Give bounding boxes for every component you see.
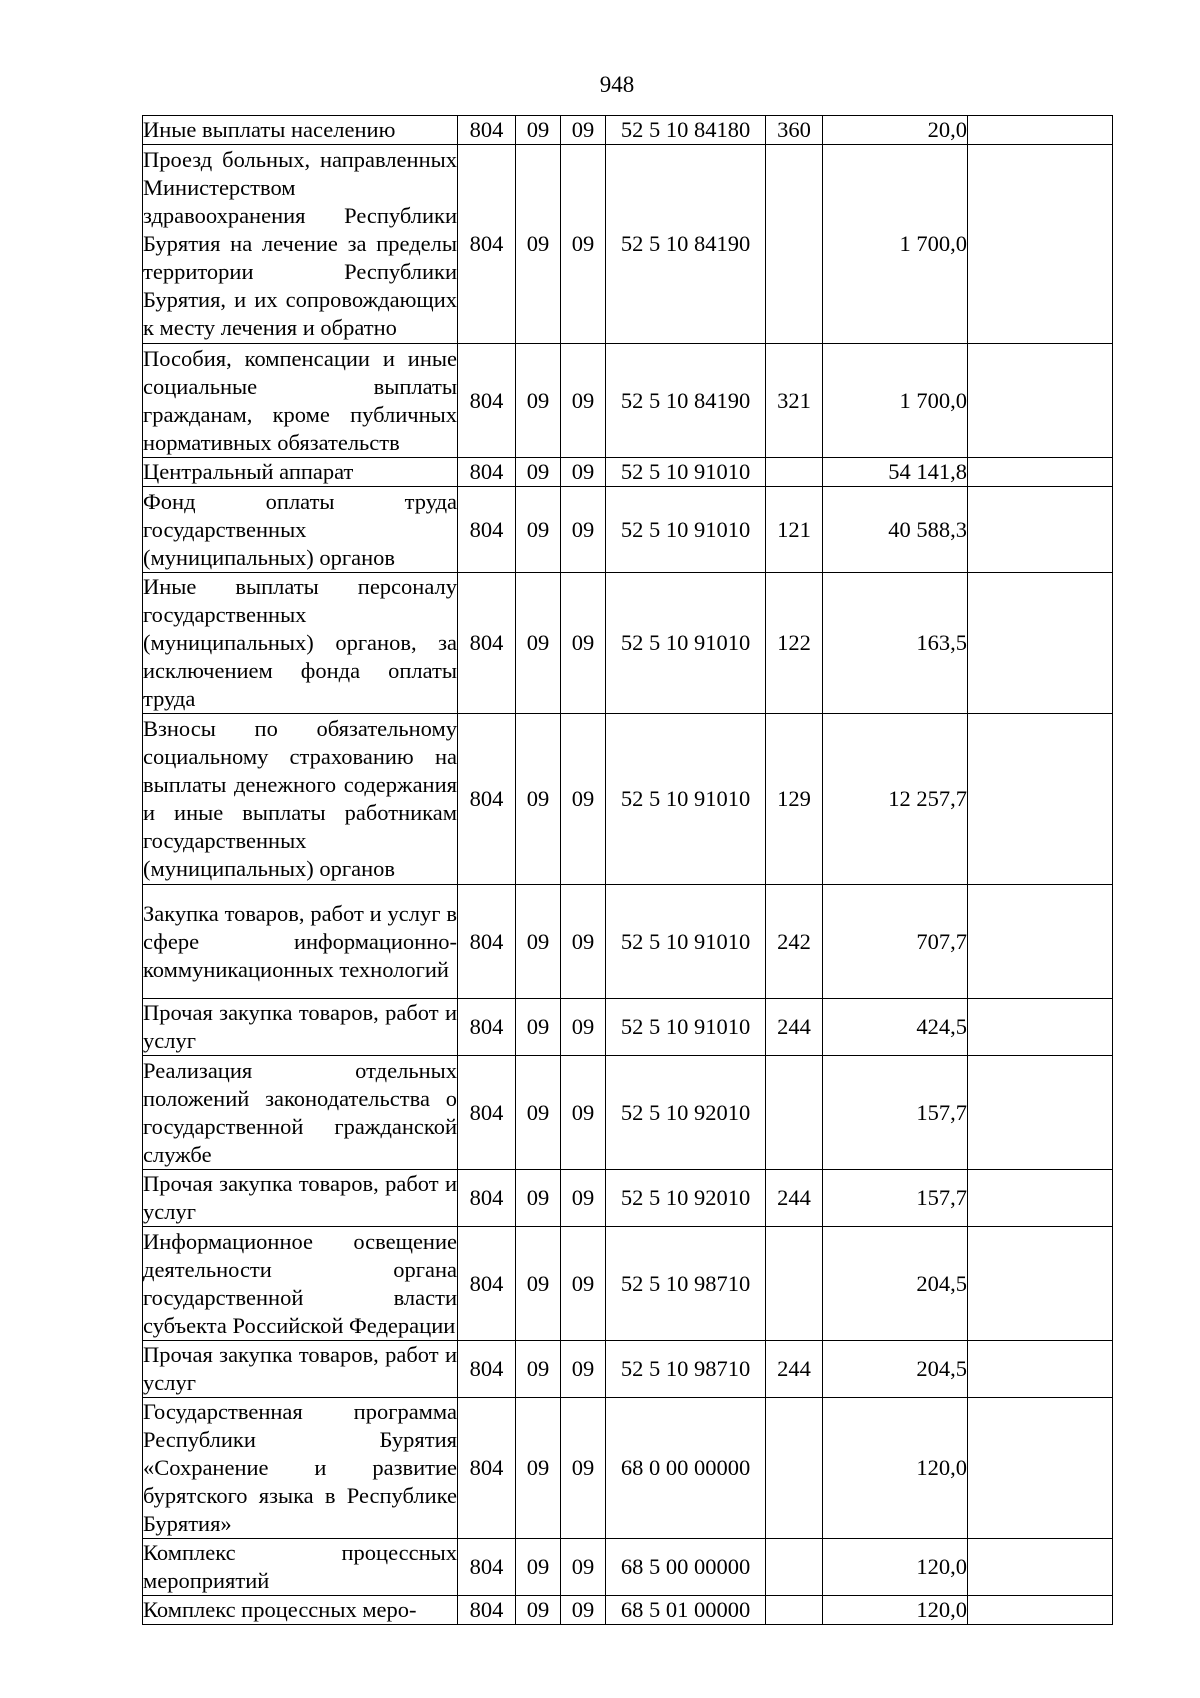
row-pr: 09 [561, 1596, 606, 1625]
row-sum: 424,5 [823, 999, 968, 1056]
row-sum: 204,5 [823, 1341, 968, 1398]
row-name [143, 885, 458, 999]
row-csr: 52 5 10 98710 [606, 1227, 766, 1341]
row-csr: 52 5 10 91010 [606, 458, 766, 487]
row-rz: 09 [516, 1227, 561, 1341]
row-sum: 54 141,8 [823, 458, 968, 487]
row-ved: 804 [458, 999, 516, 1056]
row-name [143, 1056, 458, 1170]
row-name-text: Прочая закупка товаров, работ и услуг [143, 1342, 457, 1395]
row-vr [766, 1398, 823, 1539]
row-rz: 09 [516, 1341, 561, 1398]
row-name-text: Пособия, компенсации и иные социальные выплаты гражданам, кроме публичных нормативных обязательств [143, 345, 457, 455]
row-rz: 09 [516, 885, 561, 999]
row-name-text: Иные выплаты населению [143, 117, 396, 142]
table-row [143, 714, 1113, 885]
row-name-text: Информационное освещение деятельности органа государственной власти субъекта Российской Федерации [143, 1228, 457, 1338]
table-row [143, 573, 1113, 714]
row-extra [968, 573, 1113, 714]
table-row [143, 1596, 1113, 1625]
row-vr: 244 [766, 1341, 823, 1398]
row-name-text: Государственная программа Республики Бурятия «Сохранение и развитие бурятского языка в Республике Бурятия» [143, 1399, 457, 1536]
row-sum: 40 588,3 [823, 487, 968, 573]
row-vr: 122 [766, 573, 823, 714]
row-name [143, 1398, 458, 1539]
table-row [143, 1398, 1113, 1539]
row-csr: 52 5 10 92010 [606, 1170, 766, 1227]
row-vr: 244 [766, 999, 823, 1056]
row-pr: 09 [561, 1341, 606, 1398]
row-rz: 09 [516, 1170, 561, 1227]
row-ved: 804 [458, 1170, 516, 1227]
table-row [143, 145, 1113, 344]
row-pr: 09 [561, 573, 606, 714]
row-extra [968, 1539, 1113, 1596]
row-name [143, 116, 458, 145]
row-name-text: Проезд больных, направленных Министерством здравоохранения Республики Бурятия на лечение за пределы территории Республики Бурятия, и их сопровождающих к месту лечения и обратно [143, 147, 457, 340]
row-extra [968, 1398, 1113, 1539]
row-vr [766, 1596, 823, 1625]
row-ved: 804 [458, 1056, 516, 1170]
row-vr [766, 458, 823, 487]
row-csr: 68 0 00 00000 [606, 1398, 766, 1539]
row-csr: 52 5 10 84190 [606, 344, 766, 458]
row-vr: 321 [766, 344, 823, 458]
row-rz: 09 [516, 1056, 561, 1170]
row-extra [968, 458, 1113, 487]
table-row [143, 1170, 1113, 1227]
row-rz: 09 [516, 116, 561, 145]
row-vr [766, 1056, 823, 1170]
row-sum: 120,0 [823, 1539, 968, 1596]
row-rz: 09 [516, 458, 561, 487]
row-rz: 09 [516, 1398, 561, 1539]
row-extra [968, 1170, 1113, 1227]
row-pr: 09 [561, 714, 606, 885]
row-pr: 09 [561, 344, 606, 458]
row-ved: 804 [458, 1227, 516, 1341]
row-extra [968, 1596, 1113, 1625]
row-ved: 804 [458, 458, 516, 487]
row-name [143, 1596, 458, 1625]
row-pr: 09 [561, 1539, 606, 1596]
row-ved: 804 [458, 714, 516, 885]
row-vr [766, 1227, 823, 1341]
row-csr: 52 5 10 84180 [606, 116, 766, 145]
row-name-text: Прочая закупка товаров, работ и услуг [143, 1171, 457, 1224]
row-vr [766, 145, 823, 344]
table-row [143, 1539, 1113, 1596]
row-sum: 157,7 [823, 1056, 968, 1170]
row-name-text: Комплекс процессных мероприятий [143, 1540, 457, 1593]
row-name [143, 487, 458, 573]
row-sum: 120,0 [823, 1596, 968, 1625]
row-name [143, 344, 458, 458]
row-pr: 09 [561, 458, 606, 487]
row-sum: 1 700,0 [823, 344, 968, 458]
row-csr: 52 5 10 91010 [606, 999, 766, 1056]
table-row [143, 885, 1113, 999]
row-ved: 804 [458, 1398, 516, 1539]
row-extra [968, 714, 1113, 885]
row-csr: 52 5 10 84190 [606, 145, 766, 344]
row-extra [968, 487, 1113, 573]
row-ved: 804 [458, 145, 516, 344]
row-extra [968, 999, 1113, 1056]
row-vr: 121 [766, 487, 823, 573]
row-csr: 52 5 10 92010 [606, 1056, 766, 1170]
row-vr: 244 [766, 1170, 823, 1227]
row-sum: 20,0 [823, 116, 968, 145]
row-name-text: Центральный аппарат [143, 459, 354, 484]
row-sum: 120,0 [823, 1398, 968, 1539]
row-name [143, 1341, 458, 1398]
row-vr: 360 [766, 116, 823, 145]
row-csr: 52 5 10 91010 [606, 487, 766, 573]
table-row [143, 1056, 1113, 1170]
row-pr: 09 [561, 1056, 606, 1170]
row-name [143, 573, 458, 714]
row-name [143, 714, 458, 885]
row-name [143, 1170, 458, 1227]
row-extra [968, 1227, 1113, 1341]
row-name [143, 1539, 458, 1596]
row-extra [968, 344, 1113, 458]
row-pr: 09 [561, 1227, 606, 1341]
row-name-text: Взносы по обязательному социальному страхованию на выплаты денежного содержания и иные выплаты работникам государственных (муниципальных) органов [143, 716, 457, 881]
row-name [143, 1227, 458, 1341]
row-extra [968, 885, 1113, 999]
table-row [143, 1341, 1113, 1398]
table-body [143, 116, 1113, 1625]
row-rz: 09 [516, 145, 561, 344]
row-name-text: Прочая закупка товаров, работ и услуг [143, 1000, 457, 1053]
row-extra [968, 1341, 1113, 1398]
row-vr [766, 1539, 823, 1596]
budget-table [142, 115, 1113, 1625]
row-pr: 09 [561, 487, 606, 573]
row-rz: 09 [516, 1596, 561, 1625]
row-csr: 68 5 00 00000 [606, 1539, 766, 1596]
table-row [143, 344, 1113, 458]
row-name-text: Комплекс процессных меро- [143, 1597, 417, 1622]
row-pr: 09 [561, 116, 606, 145]
row-sum: 707,7 [823, 885, 968, 999]
row-extra [968, 145, 1113, 344]
page-number: 948 [599, 72, 635, 97]
row-ved: 804 [458, 1341, 516, 1398]
row-sum: 204,5 [823, 1227, 968, 1341]
table-row [143, 116, 1113, 145]
row-csr: 52 5 10 98710 [606, 1341, 766, 1398]
row-name-text: Иные выплаты персоналу государственных (муниципальных) органов, за исключением фонда оплаты труда [143, 574, 457, 711]
table-row [143, 458, 1113, 487]
row-name-text: Реализация отдельных положений законодательства о государственной гражданской службе [143, 1057, 457, 1167]
row-sum: 157,7 [823, 1170, 968, 1227]
row-pr: 09 [561, 1170, 606, 1227]
row-rz: 09 [516, 1539, 561, 1596]
row-vr: 242 [766, 885, 823, 999]
row-csr: 52 5 10 91010 [606, 573, 766, 714]
row-name [143, 145, 458, 344]
row-rz: 09 [516, 344, 561, 458]
row-ved: 804 [458, 116, 516, 145]
table-row [143, 487, 1113, 573]
row-pr: 09 [561, 999, 606, 1056]
row-vr: 129 [766, 714, 823, 885]
row-rz: 09 [516, 487, 561, 573]
row-ved: 804 [458, 344, 516, 458]
row-name-text: Фонд оплаты труда государственных (муниципальных) органов [143, 488, 457, 570]
row-ved: 804 [458, 1539, 516, 1596]
row-csr: 52 5 10 91010 [606, 714, 766, 885]
row-csr: 68 5 01 00000 [606, 1596, 766, 1625]
row-rz: 09 [516, 714, 561, 885]
row-ved: 804 [458, 487, 516, 573]
row-name [143, 458, 458, 487]
row-ved: 804 [458, 573, 516, 714]
row-sum: 12 257,7 [823, 714, 968, 885]
table-row [143, 1227, 1113, 1341]
row-rz: 09 [516, 999, 561, 1056]
row-ved: 804 [458, 1596, 516, 1625]
row-pr: 09 [561, 1398, 606, 1539]
row-name-text: Закупка товаров, работ и услуг в сфере информационно-коммуникационных технологий [143, 900, 457, 982]
row-extra [968, 1056, 1113, 1170]
row-name [143, 999, 458, 1056]
row-rz: 09 [516, 573, 561, 714]
row-csr: 52 5 10 91010 [606, 885, 766, 999]
row-ved: 804 [458, 885, 516, 999]
table-row [143, 999, 1113, 1056]
row-extra [968, 116, 1113, 145]
row-sum: 1 700,0 [823, 145, 968, 344]
row-sum: 163,5 [823, 573, 968, 714]
row-pr: 09 [561, 145, 606, 344]
row-pr: 09 [561, 885, 606, 999]
